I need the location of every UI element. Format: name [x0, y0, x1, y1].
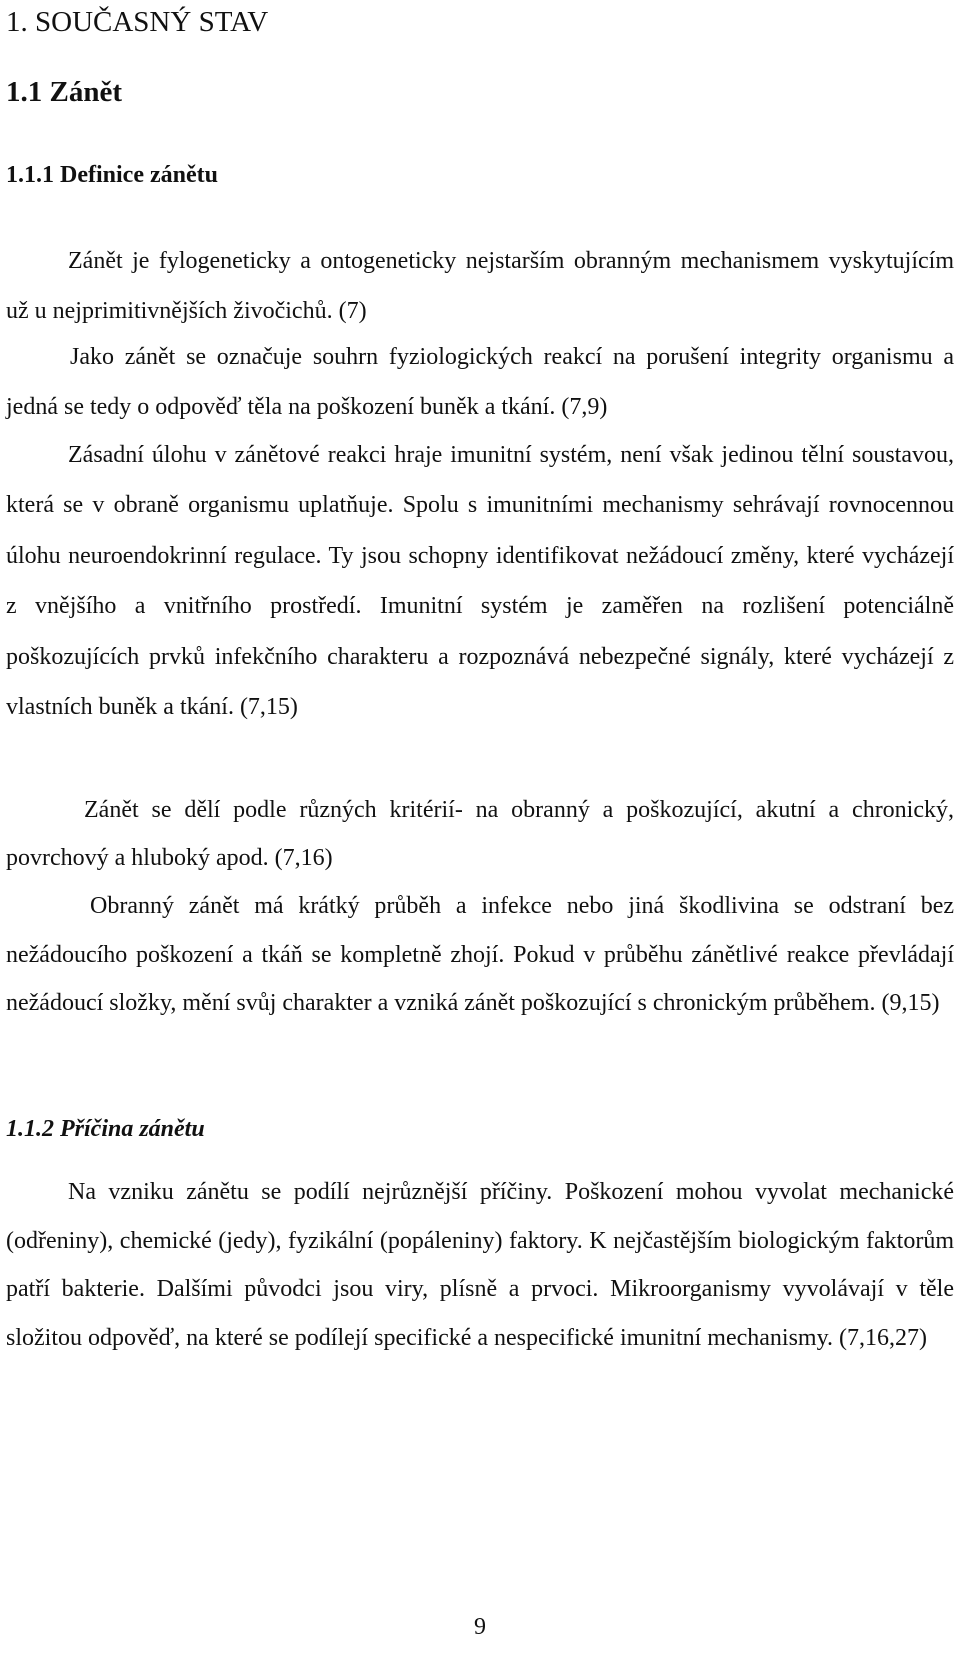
section-heading: 1.1 Zánět: [6, 76, 122, 108]
page-number: 9: [474, 1614, 486, 1640]
paragraph-causes: Na vzniku zánětu se podílí nejrůznější příčiny. Poškození mohou vyvolat mechanické (odřeniny), chemické (jedy), fyzikální (popáleniny) faktory. K nejčastějším biologickým faktorům patří bakterie. Dalšími původci jsou viry, plísně a prvoci. Mikroorganismy vyvolávají v těle složitou odpověď, na které se podílejí specifické a nespecifické imunitní mechanismy. (7,16,27): [6, 1179, 954, 1351]
paragraph-defensive-inflammation: Obranný zánět má krátký průběh a infekce nebo jiná škodlivina se odstraní bez nežádoucího poškození a tkáň se kompletně zhojí. Pokud v průběhu zánětlivé reakce převládají nežádoucí složky, mění svůj charakter a vzniká zánět poškozující s chronickým průběhem. (9,15): [6, 893, 954, 1016]
paragraph-immune-system: Zásadní úlohu v zánětové reakci hraje imunitní systém, není však jedinou tělní soustavou, která se v obraně organismu uplatňuje. Spolu s imunitními mechanismy sehrávají rovnocennou úlohu neuroendokrinní regulace. Ty jsou schopny identifikovat nežádoucí změny, které vycházejí z vnějšího a vnitřního prostředí. Imunitní systém je zaměřen na rozlišení potenciálně poškozujících prvků infekčního charakteru a rozpoznává nebezpečné signály, které vycházejí z vlastních buněk a tkání. (7,15): [6, 442, 954, 721]
subsection-heading-definition: 1.1.1 Definice zánětu: [6, 162, 218, 188]
paragraph-physiological-reactions: Jako zánět se označuje souhrn fyziologických reakcí na porušení integrity organismu a jedná se tedy o odpověď těla na poškození buněk a tkání. (7,9): [6, 344, 954, 420]
chapter-heading: 1. SOUČASNÝ STAV: [6, 6, 269, 38]
paragraph-classification: Zánět se dělí podle různých kritérií- na obranný a poškozující, akutní a chronický, povrchový a hluboký apod. (7,16): [6, 797, 954, 871]
subsection-heading-cause: 1.1.2 Příčina zánětu: [6, 1116, 205, 1142]
paragraph-definition: Zánět je fylogeneticky a ontogeneticky nejstarším obranným mechanismem vyskytujícím už u nejprimitivnějších živočichů. (7): [6, 248, 954, 324]
